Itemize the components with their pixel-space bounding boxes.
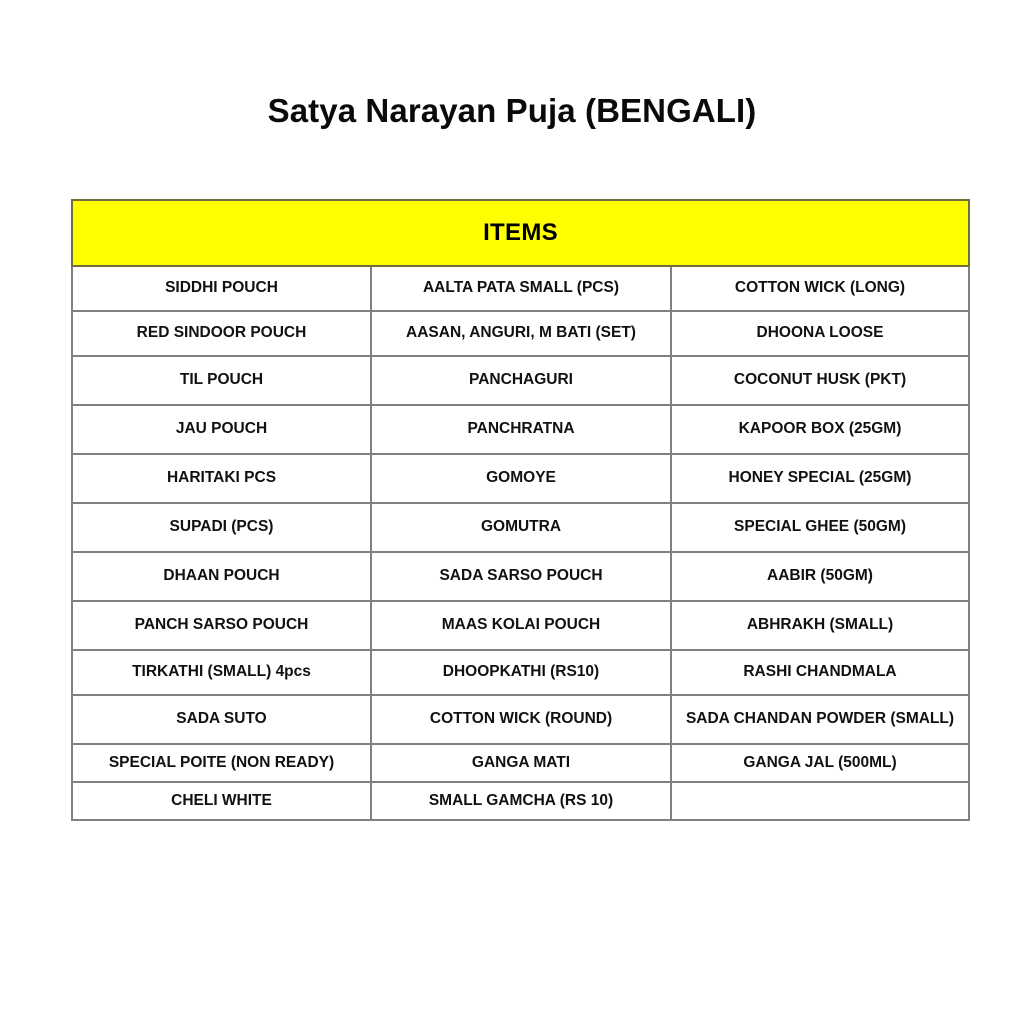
table-header-items: ITEMS — [72, 200, 969, 266]
item-cell: GANGA JAL (500ML) — [671, 744, 969, 782]
item-cell: JAU POUCH — [72, 405, 371, 454]
item-cell: TIRKATHI (SMALL) 4pcs — [72, 650, 371, 695]
item-cell: HARITAKI PCS — [72, 454, 371, 503]
item-cell: GOMUTRA — [371, 503, 671, 552]
item-cell: ABHRAKH (SMALL) — [671, 601, 969, 650]
table-row — [72, 782, 969, 820]
item-cell: SUPADI (PCS) — [72, 503, 371, 552]
item-cell: SPECIAL GHEE (50GM) — [671, 503, 969, 552]
page-title: Satya Narayan Puja (BENGALI) — [267, 92, 757, 129]
table-row — [72, 503, 969, 552]
item-cell-empty — [671, 782, 969, 820]
item-cell: SIDDHI POUCH — [72, 266, 371, 311]
item-cell: AABIR (50GM) — [671, 552, 969, 601]
item-cell: DHOONA LOOSE — [671, 311, 969, 356]
item-cell: PANCHAGURI — [371, 356, 671, 405]
item-cell: COTTON WICK (LONG) — [671, 266, 969, 311]
item-cell: SADA SARSO POUCH — [371, 552, 671, 601]
table-row — [72, 552, 969, 601]
table-row — [72, 356, 969, 405]
item-cell: DHOOPKATHI (RS10) — [371, 650, 671, 695]
table-row — [72, 601, 969, 650]
item-cell: COCONUT HUSK (PKT) — [671, 356, 969, 405]
table-row — [72, 695, 969, 744]
table-row — [72, 311, 969, 356]
item-cell: DHAAN POUCH — [72, 552, 371, 601]
item-cell: CHELI WHITE — [72, 782, 371, 820]
item-cell: RED SINDOOR POUCH — [72, 311, 371, 356]
table-row — [72, 744, 969, 782]
table-row — [72, 650, 969, 695]
table-row — [72, 266, 969, 311]
item-cell: SPECIAL POITE (NON READY) — [72, 744, 371, 782]
item-cell: RASHI CHANDMALA — [671, 650, 969, 695]
item-cell: PANCH SARSO POUCH — [72, 601, 371, 650]
table-header-row — [72, 200, 969, 266]
item-cell: KAPOOR BOX (25GM) — [671, 405, 969, 454]
item-cell: SADA CHANDAN POWDER (SMALL) — [671, 695, 969, 744]
items-table — [71, 199, 970, 821]
item-cell: SMALL GAMCHA (RS 10) — [371, 782, 671, 820]
item-cell: PANCHRATNA — [371, 405, 671, 454]
item-cell: COTTON WICK (ROUND) — [371, 695, 671, 744]
item-cell: TIL POUCH — [72, 356, 371, 405]
item-cell: SADA SUTO — [72, 695, 371, 744]
item-cell: AALTA PATA SMALL (PCS) — [371, 266, 671, 311]
item-cell: AASAN, ANGURI, M BATI (SET) — [371, 311, 671, 356]
item-cell: GOMOYE — [371, 454, 671, 503]
table-row — [72, 454, 969, 503]
item-cell: MAAS KOLAI POUCH — [371, 601, 671, 650]
table-row — [72, 405, 969, 454]
item-cell: GANGA MATI — [371, 744, 671, 782]
item-cell: HONEY SPECIAL (25GM) — [671, 454, 969, 503]
